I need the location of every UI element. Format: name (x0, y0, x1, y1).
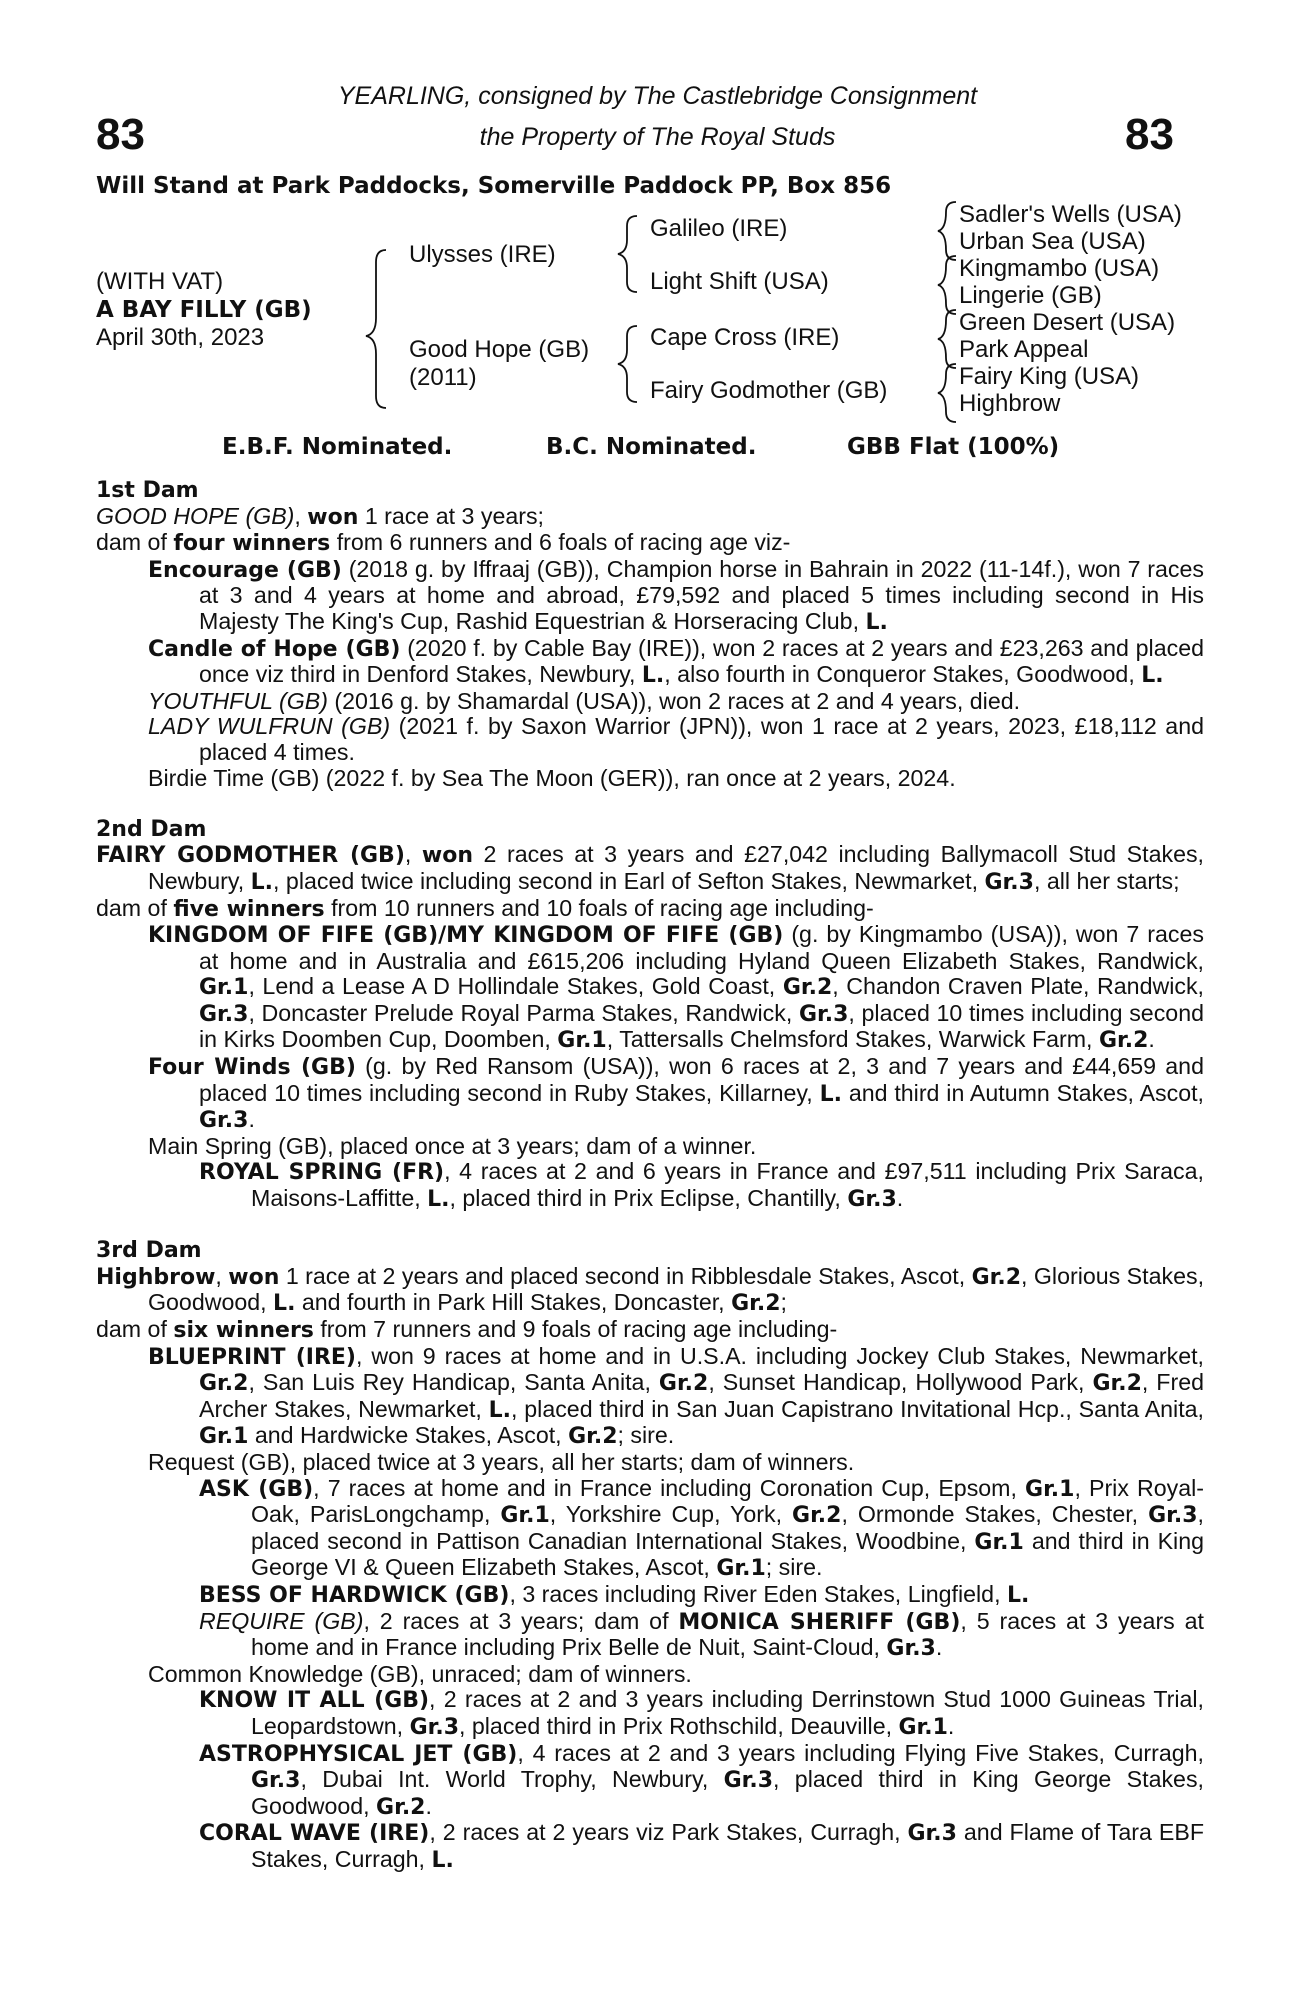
bold-run: Gr.1 (500, 1503, 550, 1529)
produce-entry (96, 766, 1204, 792)
bold-run: Candle of Hope (GB) (148, 636, 401, 662)
text-run: , Dubai Int. World Trophy, Newbury, (300, 1766, 724, 1793)
bold-run: ASK (GB) (199, 1476, 314, 1502)
bc-nomination: B.C. Nominated. (546, 434, 757, 460)
lot-number-right: 83 (1125, 110, 1174, 159)
ancestor-4: Lingerie (GB) (959, 282, 1102, 309)
text-run: , placed third in Prix Eclipse, Chantilly, (449, 1185, 848, 1212)
vat-note: (WITH VAT) (96, 268, 224, 295)
bold-run: Highbrow (96, 1264, 216, 1290)
consignor-line: YEARLING, consigned by The Castlebridge Consignment (337, 82, 978, 110)
produce-entry (96, 714, 1204, 765)
bold-run: Gr.3 (847, 1187, 897, 1213)
text-run: , Prix Royal-Oak, ParisLongchamp, (251, 1474, 1205, 1528)
text-run: from 6 runners and 6 foals of racing age viz- (330, 529, 791, 556)
bold-run: L. (641, 663, 665, 689)
third-dam-heading: 3rd Dam (96, 1238, 202, 1264)
produce-entry (96, 636, 1204, 689)
text-run: , Ormonde Stakes, Chester, (841, 1501, 1149, 1528)
bold-run: KNOW IT ALL (GB) (199, 1688, 430, 1714)
bold-run: Gr.2 (971, 1264, 1022, 1290)
text-run: , all her starts; (1033, 867, 1180, 894)
horse-name: A BAY FILLY (GB) (96, 297, 312, 323)
bold-run: five winners (173, 896, 325, 922)
bold-run: Gr.2 (658, 1371, 709, 1397)
produce-entry (96, 689, 1204, 715)
bold-run: L. (1141, 663, 1164, 689)
bold-run: ROYAL SPRING (FR) (199, 1160, 445, 1186)
produce-entry (96, 1662, 1204, 1688)
text-run: (2016 g. by Shamardal (USA)), won 2 races at 2 and 4 years, died. (327, 687, 1021, 714)
bold-run: L. (819, 1081, 842, 1107)
bold-run: Gr.2 (376, 1794, 426, 1820)
text-run: . (248, 1106, 255, 1133)
bold-run: Gr.2 (731, 1291, 781, 1317)
foaling-date: April 30th, 2023 (96, 324, 265, 351)
bold-run: won (228, 1264, 280, 1290)
text-run: 1 race at 3 years; (358, 502, 544, 529)
bold-run: Gr.3 (886, 1636, 936, 1662)
third-dam-record (96, 1264, 1204, 1317)
dam-dam: Fairy Godmother (GB) (650, 377, 888, 404)
text-run: (2018 g. by Iffraaj (GB)), Champion horse in Bahrain in 2022 (11-14f.), won 7 races at 3 and 4 years at home and abroad, £79,592 and placed 5 times including second in His Majesty The King's Cup, Rashid Equestrian & Horseracing Club, (199, 555, 1205, 634)
bold-run: Gr.3 (984, 869, 1034, 895)
text-run: , placed second in Pattison Canadian International Stakes, Woodbine, (251, 1501, 1204, 1554)
bold-run: L. (273, 1291, 296, 1317)
text-run: . (947, 1712, 955, 1739)
third-dam-produce-summary (96, 1317, 1204, 1344)
text-run: , San Luis Rey Handicap, Santa Anita, (248, 1369, 659, 1396)
text-run: , placed 10 times including second in Kirks Doomben Cup, Doomben, (199, 999, 1204, 1053)
text-run: , Doncaster Prelude Royal Parma Stakes, Randwick, (248, 999, 799, 1026)
bold-run: BESS OF HARDWICK (GB) (199, 1582, 510, 1608)
text-run: . (1148, 1026, 1155, 1053)
bold-run: BLUEPRINT (IRE) (148, 1344, 356, 1370)
second-dam-record (96, 842, 1204, 895)
bold-run: L. (865, 609, 888, 635)
dam-sire: Cape Cross (IRE) (650, 324, 840, 351)
text-run: from 7 runners and 9 foals of racing age including- (313, 1316, 838, 1342)
produce-entry (96, 557, 1204, 636)
first-dam-record (96, 504, 1204, 531)
bold-run: four winners (173, 531, 331, 557)
text-run: , (404, 841, 422, 868)
text-run: , Glorious Stakes, Goodwood, (148, 1262, 1205, 1316)
bold-run: Encourage (GB) (148, 557, 342, 583)
text-run: , placed third in King George Stakes, Goodwood, (251, 1766, 1204, 1819)
produce-entry (96, 1344, 1204, 1450)
text-run: , 2 races at 2 years viz Park Stakes, Curragh, (429, 1819, 908, 1846)
text-run: and third in Autumn Stakes, Ascot, (841, 1079, 1204, 1106)
italic-run: REQUIRE (GB) (199, 1607, 364, 1634)
text-run: and Hardwicke Stakes, Ascot, (248, 1422, 569, 1449)
bold-run: Gr.1 (1025, 1476, 1075, 1502)
text-run: . (935, 1634, 943, 1661)
sire-sire: Galileo (IRE) (650, 215, 788, 242)
italic-run: LADY WULFRUN (GB) (148, 713, 391, 740)
bold-run: L. (1006, 1582, 1030, 1608)
ancestor-5: Green Desert (USA) (959, 309, 1176, 336)
dam: Good Hope (GB) (409, 336, 590, 363)
bold-run: Gr.1 (898, 1714, 948, 1740)
bold-run: Gr.3 (251, 1768, 301, 1794)
stand-location: Will Stand at Park Paddocks, Somerville Paddock PP, Box 856 (96, 173, 892, 199)
sire: Ulysses (IRE) (409, 241, 556, 268)
text-run: (2021 f. by Saxon Warrior (JPN)), won 1 race at 2 years, 2023, £18,112 and placed 4 times. (199, 713, 1204, 765)
bold-run: Gr.3 (409, 1714, 459, 1740)
bold-run: Gr.3 (798, 1001, 849, 1027)
property-line: the Property of The Royal Studs (479, 123, 836, 151)
bold-run: L. (488, 1397, 512, 1423)
text-run: , Yorkshire Cup, York, (549, 1501, 793, 1528)
bold-run: Gr.1 (974, 1529, 1024, 1555)
text-run: Request (GB), placed twice at 3 years, all her starts; dam of winners. (148, 1448, 855, 1475)
grand-produce-entry (96, 1820, 1204, 1873)
bold-run: Gr.1 (199, 1424, 249, 1450)
bold-run: FAIRY GODMOTHER (GB) (96, 843, 405, 869)
text-run: , 5 races at 3 years at home and in France including Prix Belle de Nuit, Saint-Cloud, (251, 1607, 1204, 1661)
first-dam-heading: 1st Dam (96, 478, 199, 503)
bold-run: Four Winds (GB) (148, 1055, 356, 1081)
dam-details (96, 478, 1204, 1873)
grand-produce-entry (96, 1582, 1204, 1609)
ebf-nomination: E.B.F. Nominated. (222, 434, 453, 460)
produce-entry (96, 1054, 1204, 1134)
ancestor-3: Kingmambo (USA) (959, 255, 1160, 282)
text-run: , (294, 502, 308, 529)
text-run: , also fourth in Conqueror Stakes, Goodwood, (664, 661, 1142, 688)
text-run: 1 race at 2 years and placed second in Ribblesdale Stakes, Ascot, (279, 1262, 972, 1289)
text-run: , placed twice including second in Earl of Sefton Stakes, Newmarket, (273, 867, 985, 894)
ancestor-2: Urban Sea (USA) (959, 228, 1146, 255)
text-run: , 2 races at 3 years; dam of (363, 1607, 679, 1634)
text-run: , Fred Archer Stakes, Newmarket, (199, 1369, 1204, 1422)
gbb-flat: GBB Flat (100%) (847, 434, 1060, 460)
grand-produce-entry (96, 1609, 1204, 1662)
bold-run: won (421, 843, 473, 869)
bold-run: Gr.2 (1092, 1371, 1142, 1397)
bold-run: Gr.2 (792, 1503, 842, 1529)
text-run: , 4 races at 2 and 3 years including Flying Five Stakes, Curragh, (517, 1739, 1204, 1766)
text-run: Main Spring (GB), placed once at 3 years; dam of a winner. (148, 1132, 757, 1159)
text-run: dam of (96, 894, 174, 921)
text-run: . (425, 1792, 432, 1819)
bold-run: six winners (173, 1318, 314, 1343)
produce-entry (96, 922, 1204, 1054)
second-dam-heading: 2nd Dam (96, 816, 207, 842)
text-run: and third in King George VI & Queen Elizabeth Stakes, Ascot, (251, 1527, 1204, 1581)
bold-run: ASTROPHYSICAL JET (GB) (199, 1741, 518, 1767)
text-run: , Lend a Lease A D Hollindale Stakes, Gold Coast, (248, 973, 783, 1000)
text-run: , won 9 races at home and in U.S.A. including Jockey Club Stakes, Newmarket, (355, 1342, 1204, 1369)
produce-entry (96, 1450, 1204, 1476)
text-run: dam of (96, 1316, 174, 1342)
sire-dam: Light Shift (USA) (650, 268, 829, 295)
text-run: , Tattersalls Chelmsford Stakes, Warwick Farm, (606, 1026, 1099, 1053)
bold-run: L. (427, 1187, 450, 1213)
grand-produce-entry (96, 1159, 1204, 1212)
text-run: (2020 f. by Cable Bay (IRE)), won 2 races at 2 years and £23,263 and placed once viz third in Denford Stakes, Newbury, (199, 634, 1204, 688)
text-run: , Chandon Craven Plate, Randwick, (832, 973, 1204, 1000)
bold-run: Gr.1 (557, 1028, 607, 1054)
text-run: , placed third in Prix Rothschild, Deauville, (459, 1712, 899, 1739)
text-run: , placed third in San Juan Capistrano Invitational Hcp., Santa Anita, (511, 1395, 1204, 1422)
bold-run: L. (431, 1847, 454, 1873)
text-run: (g. by Red Ransom (USA)), won 6 races at 2, 3 and 7 years and £44,659 and placed 10 times including second in Ruby Stakes, Killarney, (199, 1053, 1204, 1106)
ancestor-7: Fairy King (USA) (959, 363, 1140, 390)
grand-produce-entry (96, 1476, 1204, 1582)
first-dam-produce-summary (96, 530, 1204, 557)
text-run: dam of (96, 529, 174, 556)
text-run: ; (780, 1289, 787, 1316)
bold-run: Gr.2 (568, 1424, 618, 1450)
bold-run: Gr.3 (199, 1108, 249, 1134)
ancestor-8: Highbrow (959, 390, 1061, 417)
bold-run: KINGDOM OF FIFE (GB)/MY KINGDOM OF FIFE (GB) (148, 923, 784, 949)
ancestor-1: Sadler's Wells (USA) (959, 201, 1182, 228)
text-run: , 3 races including River Eden Stakes, Lingfield, (509, 1580, 1007, 1607)
bold-run: Gr.1 (199, 975, 249, 1001)
bold-run: Gr.3 (907, 1821, 957, 1847)
text-run: ; sire. (617, 1422, 675, 1449)
lot-number-left: 83 (96, 110, 145, 159)
text-run: and fourth in Park Hill Stakes, Doncaster, (295, 1289, 732, 1316)
text-run: , 2 races at 2 and 3 years including Derrinstown Stud 1000 Guineas Trial, Leopardstown, (251, 1686, 1204, 1739)
bold-run: Gr.3 (199, 1001, 249, 1027)
italic-run: YOUTHFUL (GB) (148, 687, 328, 714)
dam-year: (2011) (409, 364, 477, 391)
text-run: 2 races at 3 years and £27,042 including Ballymacoll Stud Stakes, Newbury, (148, 841, 1204, 894)
text-run: ; sire. (765, 1554, 823, 1581)
bold-run: Gr.2 (1098, 1028, 1149, 1054)
grand-produce-entry (96, 1687, 1204, 1740)
italic-run: GOOD HOPE (GB) (96, 502, 295, 529)
text-run: , Sunset Handicap, Hollywood Park, (708, 1369, 1093, 1396)
text-run: , 4 races at 2 and 6 years in France and £97,511 including Prix Saraca, Maisons-Laffitte, (251, 1158, 1204, 1212)
bold-run: Gr.1 (716, 1556, 766, 1582)
text-run: . (896, 1185, 904, 1212)
grand-produce-entry (96, 1741, 1204, 1821)
bold-run: won (307, 504, 359, 530)
bold-run: Gr.3 (723, 1768, 774, 1794)
bold-run: Gr.2 (782, 975, 833, 1001)
bold-run: CORAL WAVE (IRE) (199, 1821, 430, 1847)
bold-run: Gr.2 (199, 1371, 249, 1397)
ancestor-6: Park Appeal (959, 336, 1089, 363)
text-run: , (215, 1262, 229, 1289)
text-run: (g. by Kingmambo (USA)), won 7 races at home and in Australia and £615,206 including Hyland Queen Elizabeth Stakes, Randwick, (199, 921, 1205, 974)
second-dam-produce-summary (96, 896, 1204, 923)
text-run: and Flame of Tara EBF Stakes, Curragh, (251, 1819, 1204, 1872)
text-run: Birdie Time (GB) (2022 f. by Sea The Moon (GER)), ran once at 2 years, 2024. (148, 764, 956, 791)
produce-entry (96, 1134, 1204, 1160)
bold-run: L. (250, 869, 274, 895)
bold-run: Gr.3 (1148, 1503, 1198, 1529)
text-run: from 10 runners and 10 foals of racing age including- (324, 894, 874, 921)
text-run: Common Knowledge (GB), unraced; dam of winners. (148, 1660, 692, 1687)
text-run: , 7 races at home and in France including Coronation Cup, Epsom, (313, 1474, 1026, 1501)
bold-run: MONICA SHERIFF (GB) (678, 1609, 961, 1635)
